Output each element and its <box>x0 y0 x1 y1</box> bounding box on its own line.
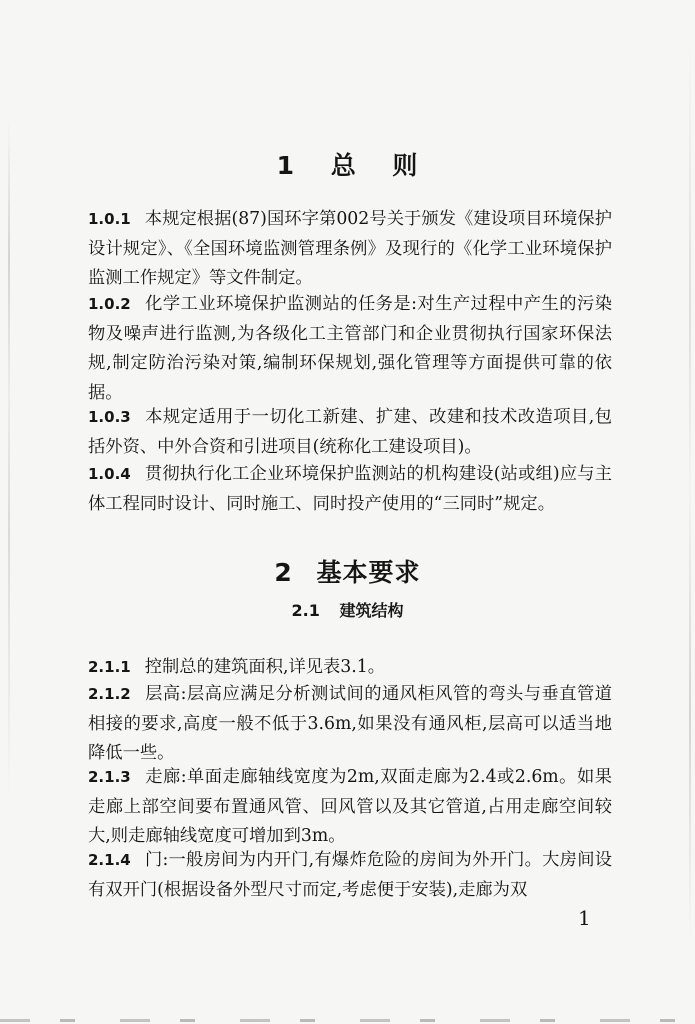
clause-2-1-4 <box>88 846 612 905</box>
clause-number: 1.0.1 <box>88 210 131 228</box>
chapter-1-number: 1 <box>276 151 295 180</box>
clause-number: 2.1.4 <box>88 851 131 869</box>
clause-1-0-2 <box>88 290 612 409</box>
clause-2-1-2 <box>88 680 612 769</box>
section-2-1-heading <box>0 598 695 621</box>
clause-text: 本规定根据(87)国环字第002号关于颁发《建设项目环境保护设计规定》、《全国环境监测管理条例》及现行的《化学工业环境保护监测工作规定》等文件制定。 <box>88 209 612 289</box>
chapter-2-heading <box>0 553 695 589</box>
chapter-2-title: 基本要求 <box>316 558 421 587</box>
clause-text: 走廊:单面走廊轴线宽度为2m,双面走廊为2.4或2.6m。如果走廊上部空间要布置通风管、回风管以及其它管道,占用走廊空间较大,则走廊轴线宽度可增加到3m。 <box>88 767 612 847</box>
clause-number: 1.0.2 <box>88 295 131 313</box>
clause-text: 层高:层高应满足分析测试间的通风柜风管的弯头与垂直管道相接的要求,高度一般不低于3.6m,如果没有通风柜,层高可以适当地降低一些。 <box>88 684 612 764</box>
clause-1-0-1 <box>88 205 612 294</box>
chapter-1-title: 总 则 <box>330 151 419 180</box>
clause-number: 2.1.3 <box>88 768 131 786</box>
clause-text: 贯彻执行化工企业环境保护监测站的机构建设(站或组)应与主体工程同时设计、同时施工、同时投产使用的“三同时”规定。 <box>88 464 612 514</box>
chapter-2-number: 2 <box>274 558 293 587</box>
scan-edge-bottom <box>0 1019 695 1022</box>
clause-2-1-3 <box>88 763 612 852</box>
section-2-1-title: 建筑结构 <box>339 601 404 620</box>
section-2-1-number: 2.1 <box>291 601 320 620</box>
clause-1-0-3 <box>88 403 612 462</box>
chapter-1-heading <box>0 146 695 182</box>
scan-edge-left <box>8 120 10 800</box>
clause-text: 化学工业环境保护监测站的任务是:对生产过程中产生的污染物及噪声进行监测,为各级化工主管部门和企业贯彻执行国家环保法规,制定防治污染对策,编制环保规划,强化管理等方面提供可靠的依据。 <box>88 294 612 404</box>
clause-number: 2.1.2 <box>88 685 131 703</box>
clause-2-1-1 <box>88 653 612 683</box>
clause-text: 控制总的建筑面积,详见表3.1。 <box>144 657 386 677</box>
clause-number: 1.0.4 <box>88 465 131 483</box>
clause-1-0-4 <box>88 460 612 519</box>
clause-text: 本规定适用于一切化工新建、扩建、改建和技术改造项目,包括外资、中外合资和引进项目(统称化工建设项目)。 <box>88 407 612 457</box>
clause-number: 1.0.3 <box>88 408 131 426</box>
page-number: 1 <box>578 906 591 930</box>
clause-number: 2.1.1 <box>88 658 131 676</box>
clause-text: 门:一般房间为内开门,有爆炸危险的房间为外开门。大房间设有双开门(根据设备外型尺寸而定,考虑便于安装),走廊为双 <box>88 850 612 900</box>
